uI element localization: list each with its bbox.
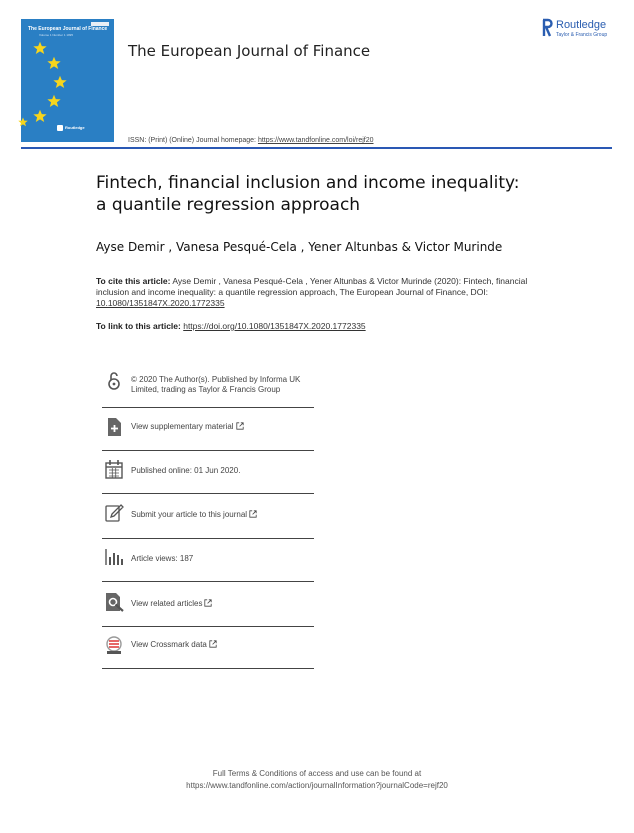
submit-article-link[interactable]: Submit your article to this journal xyxy=(131,510,257,520)
cite-label: To cite this article: xyxy=(96,276,171,286)
list-item-submit[interactable] xyxy=(102,494,314,539)
journal-cover-image xyxy=(21,19,114,142)
related-articles-link[interactable]: View related articles xyxy=(131,599,212,609)
star-icon xyxy=(53,75,67,89)
article-views-icon xyxy=(104,547,124,567)
issn-text: ISSN: (Print) (Online) Journal homepage: xyxy=(128,137,258,144)
cover-publisher-mark xyxy=(57,125,63,131)
star-icon xyxy=(47,94,61,108)
related-articles-icon xyxy=(104,592,124,612)
cite-text: Ayse Demir , Vanesa Pesqué-Cela , Yener Altunbas & Victor Murinde (2020): Fintech, financial inclusion and income inequality: a quantile regression approach, The European Journal of Finance, DOI: xyxy=(96,276,528,297)
journal-homepage-link[interactable]: https://www.tandfonline.com/loi/rejf20 xyxy=(257,137,374,144)
article-views: Article views: 187 xyxy=(131,554,194,563)
star-icon xyxy=(33,41,47,55)
open-access-text: © 2020 The Author(s). Published by Informa UK Limited, trading as Taylor & Francis Group xyxy=(131,375,301,394)
article-link-line xyxy=(96,321,366,331)
crossmark-link[interactable]: View Crossmark data xyxy=(131,640,217,650)
list-item-open-access xyxy=(102,366,314,408)
citation-block xyxy=(96,276,536,309)
article-title-line-2: a quantile regression approach xyxy=(96,195,361,215)
external-link-icon xyxy=(209,640,217,648)
list-item-supplementary[interactable] xyxy=(102,408,314,451)
cover-publisher: Routledge xyxy=(65,125,85,130)
header-divider xyxy=(21,147,612,149)
published-date: Published online: 01 Jun 2020. xyxy=(131,466,241,475)
external-link-icon xyxy=(236,422,244,430)
footer xyxy=(0,768,634,792)
routledge-r-icon xyxy=(541,18,553,38)
open-access-icon xyxy=(104,371,124,391)
cover-subtitle: Volume 1 Number 1 1995 xyxy=(39,33,74,37)
article-title-line-1: Fintech, financial inclusion and income inequality: xyxy=(96,173,520,193)
star-icon xyxy=(33,109,47,123)
journal-title: The European Journal of Finance xyxy=(128,42,371,60)
list-item-related[interactable] xyxy=(102,582,314,627)
list-item-crossmark[interactable] xyxy=(102,627,314,669)
star-icon xyxy=(18,117,28,127)
doi-link[interactable]: 10.1080/1351847X.2020.1772335 xyxy=(96,298,225,308)
external-link-icon xyxy=(249,510,257,518)
footer-terms-text: Full Terms & Conditions of access and use can be found at xyxy=(212,769,422,778)
supplementary-material-link[interactable]: View supplementary material xyxy=(131,422,244,432)
cover-title: The European Journal of Finance xyxy=(28,26,108,32)
star-icon xyxy=(47,56,61,70)
calendar-icon xyxy=(104,459,124,479)
external-link-icon xyxy=(204,599,212,607)
supplementary-material-icon xyxy=(104,417,124,437)
logo-tagline: Taylor & Francis Group xyxy=(556,32,608,38)
article-authors: Ayse Demir , Vanesa Pesqué-Cela , Yener Altunbas & Victor Murinde xyxy=(96,240,503,254)
issn-line xyxy=(128,137,374,144)
article-title xyxy=(96,172,566,216)
routledge-logo xyxy=(541,18,619,42)
link-label: To link to this article: xyxy=(96,321,184,331)
article-info-list xyxy=(102,366,314,669)
submit-article-icon xyxy=(104,503,124,523)
list-item-published xyxy=(102,451,314,494)
logo-name: Routledge xyxy=(556,19,607,31)
footer-terms-link[interactable]: https://www.tandfonline.com/action/journalInformation?journalCode=rejf20 xyxy=(186,781,448,790)
list-item-views xyxy=(102,539,314,582)
article-doi-url-link[interactable]: https://doi.org/10.1080/1351847X.2020.1772335 xyxy=(183,321,366,331)
crossmark-icon xyxy=(104,636,124,656)
